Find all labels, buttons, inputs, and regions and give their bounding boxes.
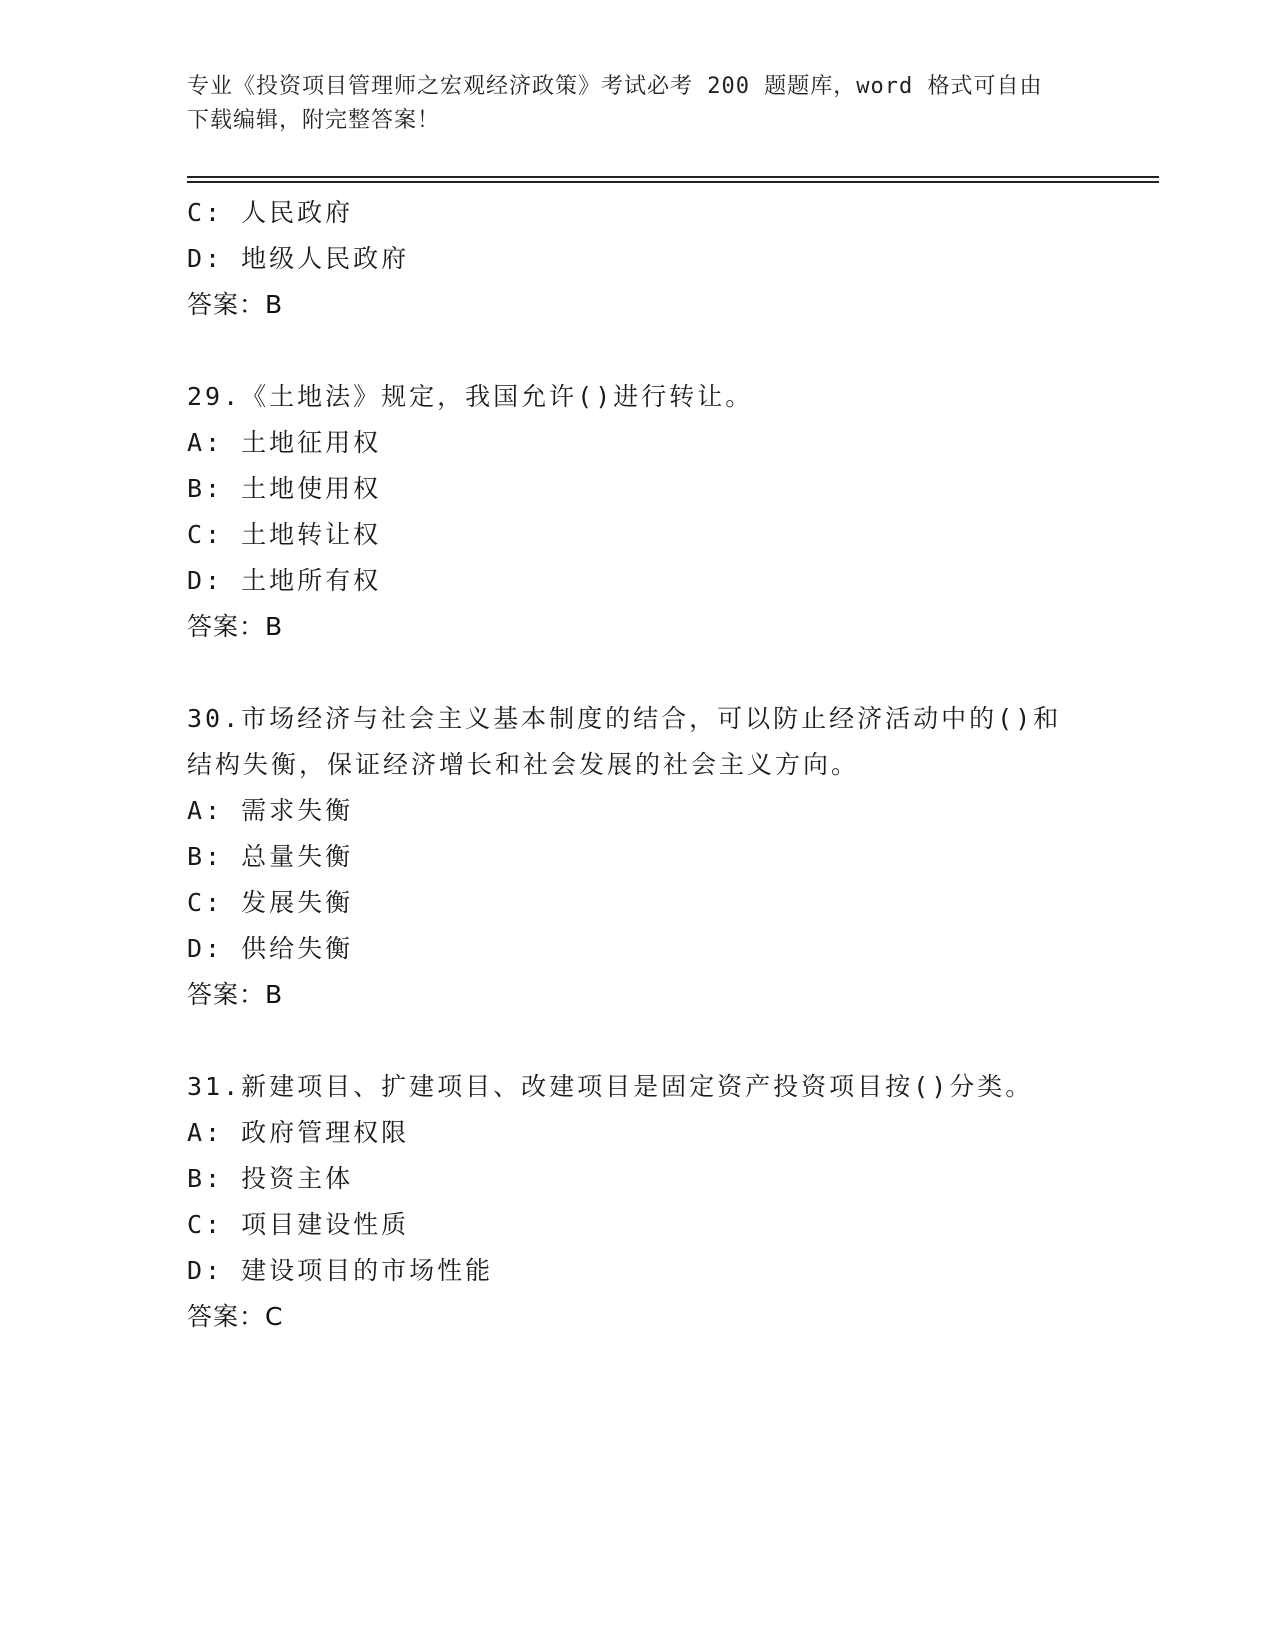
option-c: C: 项目建设性质	[187, 1210, 410, 1239]
option-c: C: 土地转让权	[187, 520, 382, 549]
spacer	[187, 1018, 1107, 1064]
answer-line: 答案：B	[187, 980, 284, 1009]
question-text-line-2: 结构失衡，保证经济增长和社会发展的社会主义方向。	[187, 750, 860, 779]
option-d: D: 地级人民政府	[187, 244, 410, 273]
option-c: C: 人民政府	[187, 198, 354, 227]
header-divider-bottom	[187, 181, 1159, 183]
option-b: B: 投资主体	[187, 1164, 354, 1193]
header-line-2: 下载编辑，附完整答案！	[187, 108, 441, 133]
option-d: D: 建设项目的市场性能	[187, 1256, 494, 1285]
question-text: 31.新建项目、扩建项目、改建项目是固定资产投资项目按()分类。	[187, 1072, 1034, 1101]
question-block-31	[187, 1064, 1107, 1340]
option-b: B: 土地使用权	[187, 474, 382, 503]
question-text-line-1: 30.市场经济与社会主义基本制度的结合，可以防止经济活动中的()和	[187, 704, 1062, 733]
option-a: A: 需求失衡	[187, 796, 354, 825]
option-c: C: 发展失衡	[187, 888, 354, 917]
spacer	[187, 328, 1107, 374]
answer-line: 答案：B	[187, 612, 284, 641]
option-a: A: 政府管理权限	[187, 1118, 410, 1147]
question-block-29	[187, 374, 1107, 650]
option-a: A: 土地征用权	[187, 428, 382, 457]
header-divider-top	[187, 176, 1159, 178]
answer-line: 答案：C	[187, 1302, 284, 1331]
option-d: D: 供给失衡	[187, 934, 354, 963]
question-list	[187, 190, 1107, 1340]
document-header	[187, 70, 1087, 138]
question-block-28	[187, 190, 1107, 328]
option-d: D: 土地所有权	[187, 566, 382, 595]
question-block-30	[187, 696, 1107, 1018]
spacer	[187, 650, 1107, 696]
header-line-1: 专业《投资项目管理师之宏观经济政策》考试必考 200 题题库，word 格式可自由	[187, 74, 1043, 99]
question-text: 29.《土地法》规定，我国允许()进行转让。	[187, 382, 754, 411]
option-b: B: 总量失衡	[187, 842, 354, 871]
answer-line: 答案：B	[187, 290, 284, 319]
